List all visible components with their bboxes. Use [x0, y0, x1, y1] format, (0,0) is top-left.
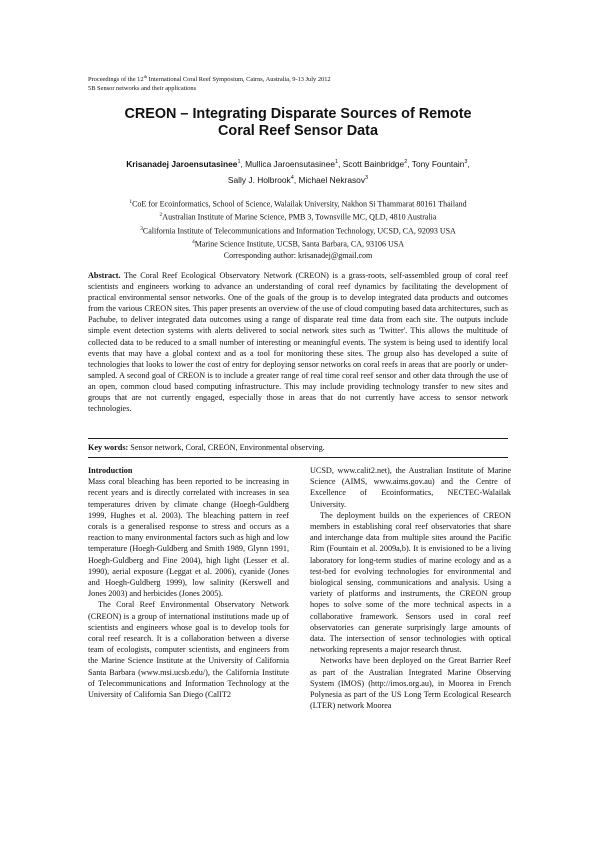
author-sep: ,: [338, 158, 343, 169]
author-sup: 1: [335, 159, 339, 165]
paragraph: The Coral Reef Environmental Observatory Network (CREON) is a group of international institutions made up of scientists and engineers whose goal is to develop tools for coral reef research. It is a collaboration between a diverse team of ecologists, computer scientists, and engineers from the Marine Science Institute at the University of California Santa Barbara (www.msi.ucsb.edu/), the California Institute of Telecommunications and Information Technology at the University of California San Diego (CalIT2: [88, 600, 289, 700]
affiliation: [88, 237, 508, 250]
author-sup: 3: [365, 174, 369, 181]
abstract: [88, 270, 508, 414]
affiliation-sup: 2: [159, 212, 163, 219]
affiliation-sup: 3: [140, 225, 143, 232]
author-name: Tony Fountain: [411, 158, 465, 169]
affiliation-text: Australian Institute of Marine Science, PMB 3, Townsville MC, QLD, 4810 Australia: [162, 212, 437, 222]
session-line: 5B Sensor networks and their applications: [88, 85, 197, 93]
author-name: Krisanadej Jaroensutasinee: [126, 158, 238, 169]
title-line-1: CREON – Integrating Disparate Sources of Remote: [124, 106, 472, 122]
author-sep: ,: [467, 158, 470, 169]
affiliation: [88, 197, 508, 210]
affiliation-sup: 4: [191, 238, 195, 245]
body-column-left: [88, 465, 289, 700]
abstract-text: The Coral Reef Ecological Observatory Network (CREON) is a grass-roots, self-assembled group of coral reef scientists and engineers working to advance an understanding of coral reef dynamics by facilitating the development of practical environmental sensor networks. One of the goals of the group is to develop integrated data products and outcomes from the various CREON sites. This paper presents an overview of the use of cloud computing based data architectures, such as Pachube, to deliver integrated data outcomes using a range of disparate real time data from each site. The outputs include simple event detection systems with alerts delivered to social network sites such as 'Twitter'. This allows the multitude of collected data to be reduced to a small number of interesting or meaningful events. The system is being used to identify local events that may have a global context and as a tool for monitoring these sites. The group also has developed a suite of technologies that looks to lower the cost of entry for deploying sensor networks on coral reefs in areas that are poorly or under-sampled. A second goal of CREON is to include a greater range of real time coral reef sensor and other data through the use of an open, common cloud based computing infrastructure. This may include providing technology transfer to new sites and groups that are not currently engaged, especially those in areas that do not currently have access to sensor network technologies.: [88, 271, 508, 414]
author-name: Mullica Jaroensutasinee: [245, 158, 336, 169]
author-sup: 3: [464, 159, 468, 165]
proceedings-sup: th: [143, 74, 148, 79]
author-line-1: [88, 155, 508, 171]
paragraph: UCSD, www.calit2.net), the Australian Institute of Marine Science (AIMS, www.aims.gov.au) and the Centre of Excellence of Ecoinformatics, NECTEC-Walailak University.: [310, 466, 511, 509]
affiliation-text: California Institute of Telecommunications and Information Technology, UCSD, CA, 92093 USA: [142, 226, 456, 236]
paper-title: [88, 106, 508, 140]
body-column-right: [310, 465, 511, 711]
author-list: [88, 155, 508, 187]
affiliation-sup: 1: [129, 199, 133, 205]
author-sep: ,: [293, 174, 299, 185]
keywords-label: Key words:: [88, 443, 129, 452]
affiliation: [88, 210, 508, 223]
author-name: Michael Nekrasov: [298, 174, 366, 185]
section-heading-introduction: Introduction: [88, 466, 133, 475]
affiliation: [88, 224, 508, 237]
author-name: Scott Bainbridge: [342, 158, 405, 169]
proceedings-header: [88, 72, 331, 93]
proceedings-suffix: International Coral Reef Symposium, Cairns, Australia, 9-13 July 2012: [147, 76, 331, 84]
title-line-2: Coral Reef Sensor Data: [218, 123, 378, 139]
affiliation-text: Marine Science Institute, UCSB, Santa Barbara, CA, 93106 USA: [194, 239, 405, 249]
proceedings-line: [88, 72, 331, 84]
proceedings-prefix: Proceedings of the 12: [88, 76, 144, 84]
affiliation-text: CoE for Ecoinformatics, School of Science, Walailak University, Nakhon Si Thammarat 80161 Thailand: [132, 199, 467, 209]
keywords-text: Sensor network, Coral, CREON, Environmental observing.: [128, 443, 325, 452]
abstract-label: Abstract.: [88, 271, 121, 280]
author-sup: 2: [404, 159, 408, 165]
divider-top: [88, 438, 508, 439]
paragraph: Networks have been deployed on the Great Barrier Reef as part of the Australian Integrated Marine Observing System (IMOS) (http://imos.org.au), in Moorea in French Polynesia as part of the US Long Term Ecological Research (LTER) network Moorea: [310, 656, 511, 711]
corresponding-author: Corresponding author: krisanadej@gmail.com: [223, 251, 373, 260]
author-name: Sally J. Holbrook: [227, 174, 291, 185]
author-sep: ,: [407, 158, 412, 169]
author-sup: 4: [290, 174, 294, 181]
divider-bottom: [88, 457, 508, 458]
author-line-2: [88, 171, 508, 187]
affiliations: [88, 197, 508, 262]
keywords: [88, 442, 508, 453]
author-sep: ,: [240, 158, 246, 169]
paragraph: Mass coral bleaching has been reported to be increasing in recent years and is directly correlated with increases in sea temperatures driven by climate change (Hoegh-Guldberg 1999, Hughes et al. 2003). The bleaching pattern in reef corals is a generalised response to stress and occurs as a reaction to many environmental factors such as high and low temperature (Hoegh-Guldberg and Smith 1989, Glynn 1991, Hoegh-Guldberg and Fine 2004), high light (Lesser et al. 1990), aerial exposure (Leggat et al. 2006), cyanide (Jones and Hoegh-Guldberg 1999), low salinity (Kerswell and Jones 2003) and herbicides (Jones 2005).: [88, 477, 289, 599]
author-sup: 1: [237, 159, 241, 165]
paragraph: The deployment builds on the experiences of CREON members in establishing coral reef observatories that share and interchange data from multiple sites around the Pacific Rim (Fountain et al. 2009a,b). It is envisioned to be a living laboratory for long-term studies of marine ecology and as a test-bed for evolving technologies for environmental and biological sensing, communications and analysis. Using a variety of platforms and instruments, the CREON group hopes to solve some of the more technical aspects in a collaborative framework. Sensors used in coral reef observatories can generate surprisingly large amounts of data. The intersection of sensor technologies with optical networking represents a major research thrust.: [310, 510, 511, 655]
